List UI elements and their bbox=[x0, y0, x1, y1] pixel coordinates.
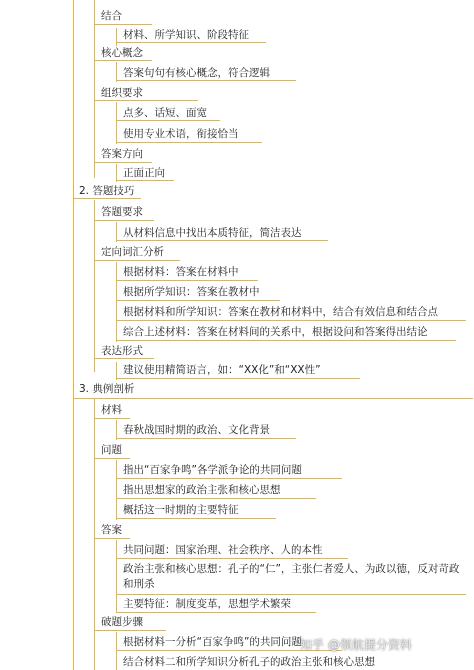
node-fangxiang-1: 正面正向 bbox=[123, 167, 165, 179]
section-title-2: 2. 答题技巧 bbox=[79, 185, 135, 197]
underline bbox=[116, 120, 220, 121]
underline bbox=[116, 478, 342, 479]
node-hexin: 核心概念 bbox=[101, 47, 143, 59]
underline bbox=[116, 320, 466, 321]
node-wenti-2: 指出思想家的政治主张和核心思想 bbox=[123, 484, 281, 496]
underline bbox=[73, 198, 141, 199]
node-dingxiang-4: 综合上述材料：答案在材料间的关系中，根据设问和答案得出结论 bbox=[123, 326, 428, 338]
underline bbox=[94, 458, 130, 459]
underline bbox=[94, 220, 154, 221]
wenti-spine bbox=[116, 460, 117, 520]
node-dati-yaoqiu: 答题要求 bbox=[101, 206, 143, 218]
node-buzhou-1: 根据材料一分析“百家争鸣”的共同问题 bbox=[123, 636, 302, 648]
trunk-line bbox=[73, 0, 74, 670]
node-jiehe: 结合 bbox=[101, 10, 122, 22]
hexin-spine bbox=[116, 62, 117, 82]
daan-spine bbox=[116, 540, 117, 612]
underline bbox=[116, 558, 348, 559]
section2-spine bbox=[94, 200, 95, 372]
section-title-3: 3. 典例剖析 bbox=[79, 383, 135, 395]
node-daan: 答案 bbox=[101, 524, 122, 536]
underline bbox=[116, 340, 456, 341]
underline bbox=[116, 498, 316, 499]
underline bbox=[116, 378, 360, 379]
sec3-top-line bbox=[73, 398, 473, 399]
node-zuzhi-1: 点多、话短、面宽 bbox=[123, 107, 207, 119]
node-wenti: 问题 bbox=[101, 444, 122, 456]
node-fangxiang: 答案方向 bbox=[101, 148, 143, 160]
underline bbox=[116, 42, 266, 43]
underline bbox=[94, 162, 152, 163]
jiehe-spine bbox=[116, 28, 117, 46]
underline bbox=[116, 280, 258, 281]
node-buzhou-2: 结合材料二和所学知识分析孔子的政治主张和核心思想 bbox=[123, 656, 375, 668]
node-dati-yaoqiu-1: 从材料信息中找出本质特征，简洁表达 bbox=[123, 227, 302, 239]
node-daan-2: 政治主张和核心思想：孔子的“仁”，主张仁者爱人、为政以德，反对苛政和刑杀 bbox=[123, 563, 460, 590]
node-biaoda-1: 建议使用精简语言，如：“XX化”和“XX性” bbox=[123, 364, 321, 376]
underline bbox=[116, 518, 276, 519]
watermark: 知乎 @领航提分资料 bbox=[300, 638, 412, 652]
node-cailiao-1: 春秋战国时期的政治、文化背景 bbox=[123, 424, 270, 436]
underline bbox=[94, 418, 130, 419]
underline bbox=[116, 438, 296, 439]
zuzhi-spine bbox=[116, 102, 117, 144]
underline bbox=[116, 80, 296, 81]
underline bbox=[116, 180, 174, 181]
node-zuzhi: 组织要求 bbox=[101, 87, 143, 99]
node-biaoda: 表达形式 bbox=[101, 345, 143, 357]
underline bbox=[94, 24, 152, 25]
underline bbox=[116, 594, 466, 595]
underline bbox=[94, 630, 166, 631]
cailiao-spine bbox=[116, 420, 117, 440]
node-cailiao: 材料 bbox=[101, 404, 122, 416]
dingxiang-spine bbox=[116, 262, 117, 342]
underline bbox=[94, 100, 198, 101]
node-zuzhi-2: 使用专业术语，衔接恰当 bbox=[123, 128, 239, 140]
node-dingxiang-2: 根据所学知识：答案在教材中 bbox=[123, 286, 260, 298]
node-wenti-3: 概括这一时期的主要特征 bbox=[123, 504, 239, 516]
node-dingxiang: 定向词汇分析 bbox=[101, 246, 164, 258]
node-hexin-1: 答案句句有核心概念，符合逻辑 bbox=[123, 67, 270, 79]
dati-spine bbox=[116, 222, 117, 242]
node-buzhou: 破题步骤 bbox=[101, 616, 143, 628]
section1-spine bbox=[94, 0, 95, 178]
underline bbox=[116, 650, 342, 651]
underline bbox=[94, 538, 130, 539]
underline bbox=[94, 60, 152, 61]
node-jiehe-1: 材料、所学知识、阶段特征 bbox=[123, 29, 249, 41]
underline bbox=[94, 358, 154, 359]
underline bbox=[94, 260, 180, 261]
underline bbox=[116, 240, 328, 241]
node-daan-1: 共同问题：国家治理、社会秩序、人的本性 bbox=[123, 544, 323, 556]
underline bbox=[116, 300, 280, 301]
node-wenti-1: 指出“百家争鸣”各学派争论的共同问题 bbox=[123, 464, 302, 476]
node-daan-3: 主要特征：制度变革，思想学术繁荣 bbox=[123, 598, 291, 610]
buzhou-spine bbox=[116, 632, 117, 670]
underline bbox=[116, 612, 316, 613]
node-dingxiang-3: 根据材料和所学知识：答案在教材和材料中，结合有效信息和结合点 bbox=[123, 306, 438, 318]
node-dingxiang-1: 根据材料：答案在材料中 bbox=[123, 266, 239, 278]
underline bbox=[116, 142, 262, 143]
